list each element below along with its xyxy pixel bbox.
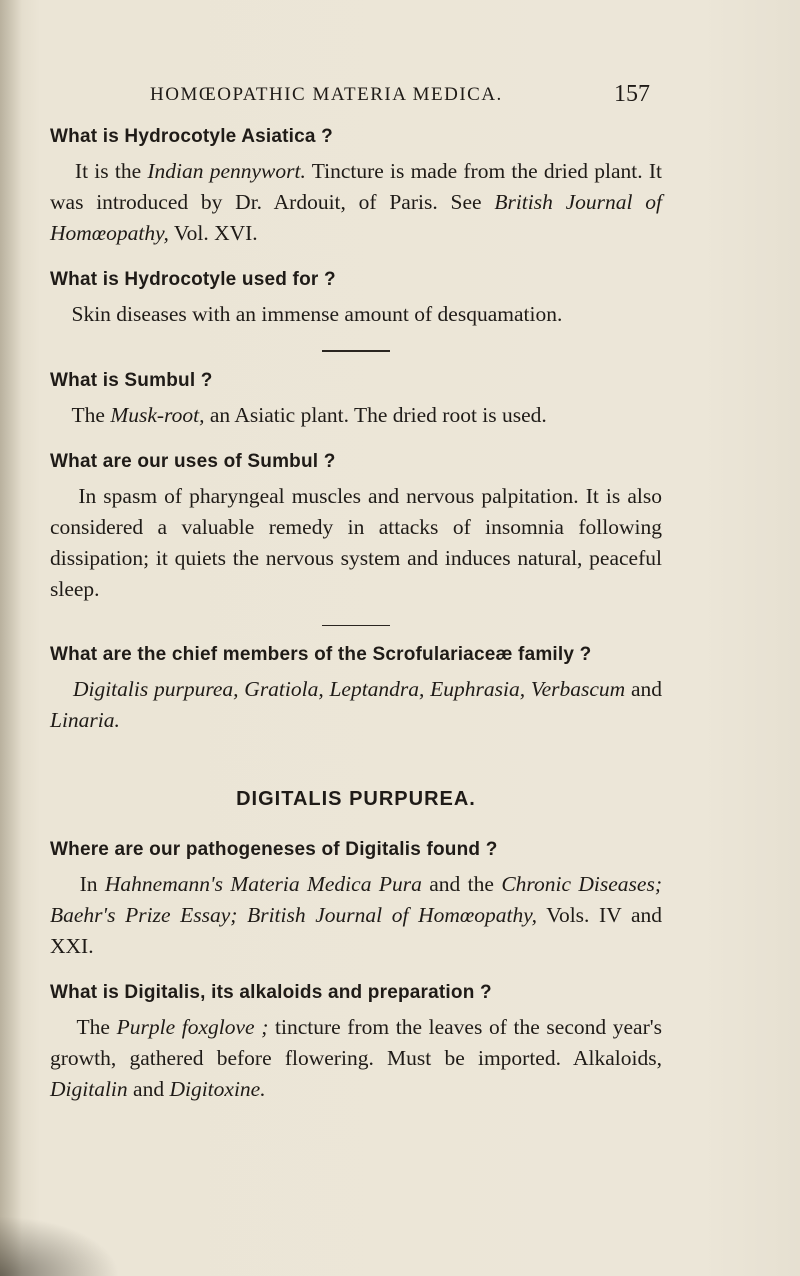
page-number: 157 xyxy=(614,81,650,107)
spacer xyxy=(50,249,662,269)
answer-italic: Purple foxglove ; xyxy=(116,1015,269,1039)
spacer xyxy=(50,605,662,625)
answer-italic: Indian pennywort. xyxy=(147,159,306,183)
answer-italic: Linaria. xyxy=(50,708,120,732)
answer-text: In spasm of pharyngeal muscles and nervous palpitation. It is also considered a valuable remedy in attacks of insomnia following dissipation; it quiets the nervous system and induces natural, peaceful sleep. xyxy=(50,483,662,601)
answer-text: It is the xyxy=(74,159,148,183)
answer-text: Skin diseases with an immense amount of desquamation. xyxy=(71,302,563,326)
answer-italic: Hahnemann's Materia Medica Pura xyxy=(104,872,422,896)
answer-text: The xyxy=(71,402,111,427)
spacer xyxy=(50,811,662,839)
section-heading: DIGITALIS PURPUREA. xyxy=(236,788,476,810)
answer-italic: Musk-root, xyxy=(110,402,205,427)
answer-text: Vol. XVI. xyxy=(168,221,258,245)
spine-shadow xyxy=(0,0,22,1276)
corner-shadow xyxy=(0,1216,120,1276)
answer-hydrocotyle-use xyxy=(50,299,662,330)
spacer xyxy=(50,330,662,350)
answer-italic: Digitalis purpurea, Gratiola, Leptandra, Euphrasia, Verbascum xyxy=(72,677,626,701)
answer-text: and xyxy=(127,1077,170,1101)
answer-digitalis-preparation xyxy=(50,1012,662,1105)
answer-text: The xyxy=(76,1015,117,1039)
answer-text: In xyxy=(79,872,105,896)
answer-text: Vols. IV and XXI. xyxy=(50,903,662,958)
answer-hydrocotyle xyxy=(50,156,662,249)
question-sumbul: What is Sumbul ? xyxy=(50,369,213,391)
answer-italic: British Journal of Homœopathy, xyxy=(50,190,662,245)
question-digitalis-preparation: What is Digitalis, its alkaloids and preparation ? xyxy=(50,982,492,1003)
answer-text: tincture from the leaves of the second year's growth, gathered before flowering. Must be imported. Alkaloids, xyxy=(50,1015,662,1070)
question-hydrocotyle: What is Hydrocotyle Asiatica ? xyxy=(50,126,333,147)
answer-digitalis-pathogeneses xyxy=(50,869,662,962)
answer-text: an Asiatic plant. The dried root is used. xyxy=(204,402,547,427)
question-hydrocotyle-use: What is Hydrocotyle used for ? xyxy=(50,269,336,290)
answer-italic: Digitoxine. xyxy=(169,1077,266,1101)
spacer xyxy=(50,736,662,788)
section-divider xyxy=(322,350,390,352)
answer-sumbul-uses xyxy=(50,481,662,605)
answer-text: and the xyxy=(421,872,502,896)
answer-text: Tincture is made from the dried plant. It was introduced by Dr. Ardouit, of Paris. See xyxy=(50,159,663,214)
running-title: HOMŒOPATHIC MATERIA MEDICA. xyxy=(150,84,503,105)
answer-italic: Digitalin xyxy=(50,1077,128,1101)
question-sumbul-uses: What are our uses of Sumbul ? xyxy=(50,450,336,472)
answer-text: and xyxy=(625,677,662,701)
answer-scrofulariaceae xyxy=(50,674,662,736)
question-digitalis-pathogeneses: Where are our pathogeneses of Digitalis found ? xyxy=(50,839,498,860)
answer-sumbul xyxy=(50,400,662,431)
question-scrofulariaceae: What are the chief members of the Scrofulariaceæ family ? xyxy=(50,644,592,665)
answer-italic: Chronic Diseases; Baehr's Prize Essay; British Journal of Homœopathy, xyxy=(50,872,662,927)
spacer xyxy=(50,962,662,982)
spacer xyxy=(50,431,662,451)
section-divider xyxy=(322,625,390,627)
page-content xyxy=(50,126,662,1105)
